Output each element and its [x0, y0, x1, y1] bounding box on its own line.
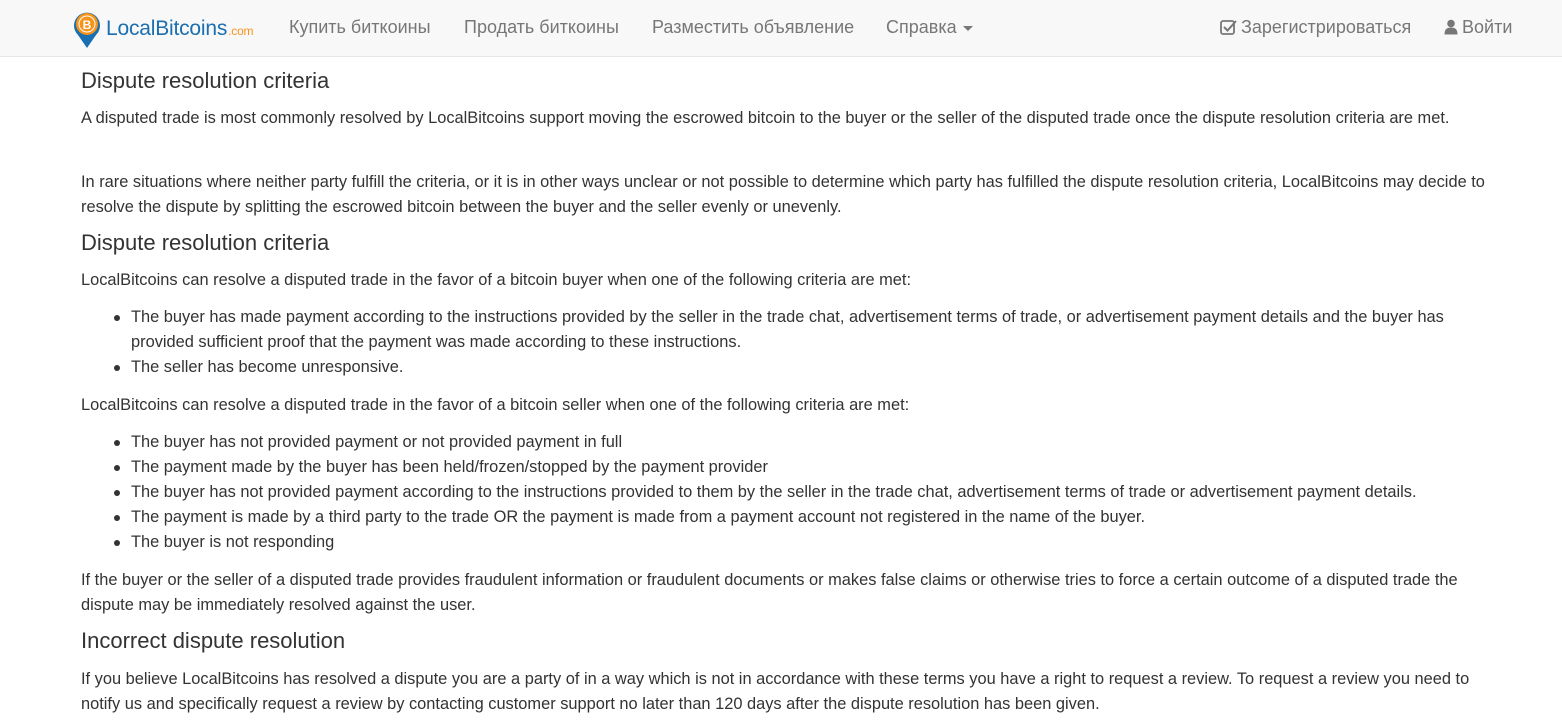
top-navbar [0, 0, 1562, 57]
list-item: The payment made by the buyer has been held/frozen/stopped by the payment provider [131, 455, 1511, 480]
register-link[interactable] [1220, 17, 1411, 38]
paragraph: A disputed trade is most commonly resolved by LocalBitcoins support moving the escrowed bitcoin to the buyer or the seller of the disputed trade once the dispute resolution criteria are met. [81, 109, 1450, 127]
nav-buy-bitcoins[interactable]: Купить биткоины [289, 17, 431, 37]
paragraph: If you believe LocalBitcoins has resolved a dispute you are a party of in a way which is not in accordance with these terms you have a right to request a review. To request a review you need to notify us and specifically request a review by contacting customer support no later than 120 days after the dispute resolution has been given. [81, 670, 1470, 713]
section-heading: Dispute resolution criteria [81, 230, 330, 255]
nav-help-dropdown[interactable] [886, 17, 973, 38]
brand-logo-link[interactable] [72, 9, 253, 49]
list-item: The buyer has not provided payment or not provided payment in full [131, 430, 1511, 455]
checkbox-icon [1220, 19, 1237, 35]
list-item: The buyer has made payment according to the instructions provided by the seller in the trade chat, advertisement terms of trade, or advertisement payment details and the buyer has provided sufficient proof that the payment was made according to these instructions. [131, 305, 1511, 355]
list-item: The seller has become unresponsive. [131, 355, 1511, 380]
user-icon [1444, 19, 1458, 35]
seller-criteria-intro: LocalBitcoins can resolve a disputed trade in the favor of a bitcoin seller when one of the following criteria are met: [81, 396, 910, 414]
svg-text:B: B [82, 18, 92, 32]
caret-down-icon [963, 26, 973, 31]
register-label: Зарегистрироваться [1241, 17, 1412, 37]
nav-post-ad[interactable]: Разместить объявление [652, 17, 855, 37]
list-item: The buyer has not provided payment according to the instructions provided to them by the seller in the trade chat, advertisement terms of trade or advertisement payment details. [131, 480, 1511, 505]
section-heading: Incorrect dispute resolution [81, 628, 346, 653]
fraud-paragraph: If the buyer or the seller of a disputed trade provides fraudulent information or fraudulent documents or makes false claims or otherwise tries to force a certain outcome of a disputed trade the dispute may be immediately resolved against the user. [81, 571, 1458, 614]
list-item: The buyer is not responding [131, 530, 1511, 555]
nav-help-label: Справка [886, 17, 957, 37]
paragraph: In rare situations where neither party fulfill the criteria, or it is in other ways unclear or not possible to determine which party has fulfilled the dispute resolution criteria, LocalBitcoins may decide to resolve the dispute by splitting the escrowed bitcoin between the buyer and the seller evenly or unevenly. [81, 173, 1485, 216]
buyer-criteria-intro: LocalBitcoins can resolve a disputed trade in the favor of a bitcoin buyer when one of the following criteria are met: [81, 271, 912, 289]
nav-sell-bitcoins[interactable]: Продать биткоины [464, 17, 619, 37]
login-link[interactable] [1444, 17, 1512, 38]
bitcoin-pin-icon [72, 9, 102, 49]
buyer-criteria-list [81, 305, 1511, 380]
list-item: The payment is made by a third party to the trade OR the payment is made from a payment account not registered in the name of the buyer. [131, 505, 1511, 530]
brand-name: LocalBitcoins.com [106, 17, 254, 40]
section-heading: Dispute resolution criteria [81, 68, 330, 93]
login-label: Войти [1462, 17, 1513, 37]
seller-criteria-list [81, 430, 1511, 555]
